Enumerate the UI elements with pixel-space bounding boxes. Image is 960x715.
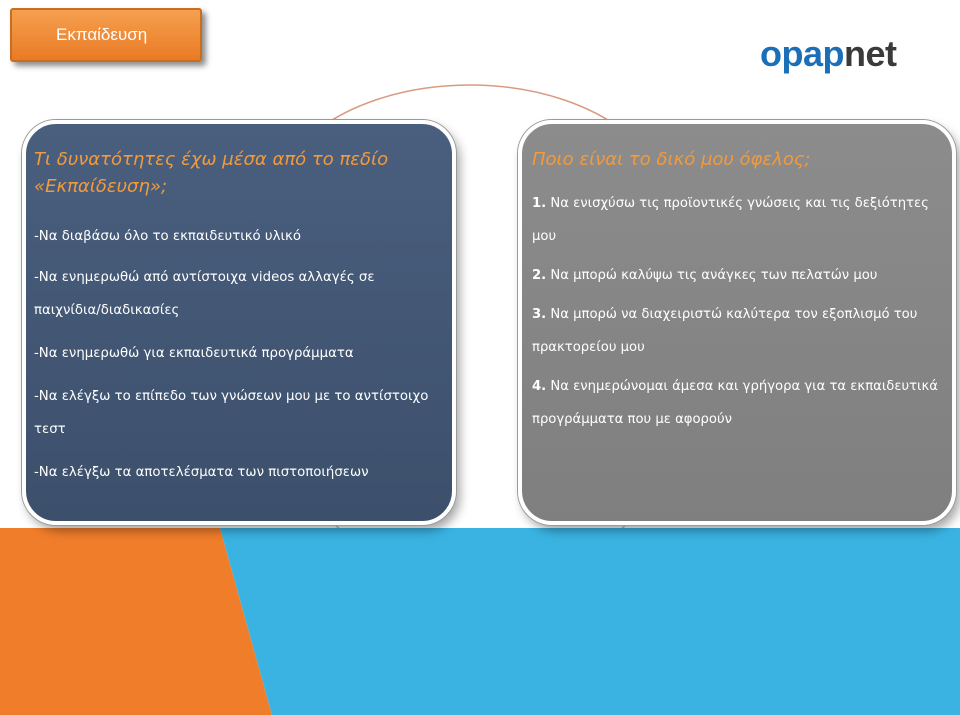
benefits-panel: [518, 120, 956, 525]
benefit-text: Να μπορώ να διαχειριστώ καλύτερα τον εξοπλισμό του πρακτορείου μου: [532, 307, 918, 355]
benefit-text: Να μπορώ καλύψω τις ανάγκες των πελατών μου: [546, 268, 878, 283]
logo-text-net: net: [844, 33, 897, 74]
capability-item: -Να ενημερωθώ από αντίστοιχα videos αλλαγές σε παιχνίδια/διαδικασίες: [34, 270, 375, 318]
opapnet-logo: [760, 33, 897, 74]
benefit-number: 1.: [532, 196, 547, 211]
capabilities-title: Τι δυνατότητες έχω μέσα από το πεδίο «Εκπαίδευση»;: [34, 149, 389, 197]
benefit-item: [532, 298, 942, 364]
benefit-item: [532, 259, 942, 292]
capability-item: -Να διαβάσω όλο το εκπαιδευτικό υλικό: [34, 229, 301, 244]
benefit-item: [532, 370, 942, 436]
benefit-number: 4.: [532, 379, 547, 394]
capability-item: -Να ενημερωθώ για εκπαιδευτικά προγράμματα: [34, 346, 354, 361]
benefit-number: 2.: [532, 268, 547, 283]
benefit-text: Να ενημερώνομαι άμεσα και γρήγορα για τα εκπαιδευτικά προγράμματα που με αφορούν: [532, 379, 938, 427]
benefit-number: 3.: [532, 307, 547, 322]
benefit-text: Να ενισχύσω τις προϊοντικές γνώσεις και τις δεξιότητες μου: [532, 196, 929, 244]
capabilities-panel: [22, 120, 456, 525]
capability-item: -Να ελέγξω το επίπεδο των γνώσεων μου με το αντίστοιχο τεστ: [34, 389, 429, 437]
education-tab-button[interactable]: Εκπαίδευση: [10, 8, 202, 62]
footer-blue-band: [220, 528, 960, 715]
capability-item: -Να ελέγξω τα αποτελέσματα των πιστοποιήσεων: [34, 465, 369, 480]
benefit-item: [532, 187, 942, 253]
benefits-title: Ποιο είναι το δικό μου όφελος;: [532, 149, 811, 170]
logo-text-opap: opap: [760, 33, 844, 74]
